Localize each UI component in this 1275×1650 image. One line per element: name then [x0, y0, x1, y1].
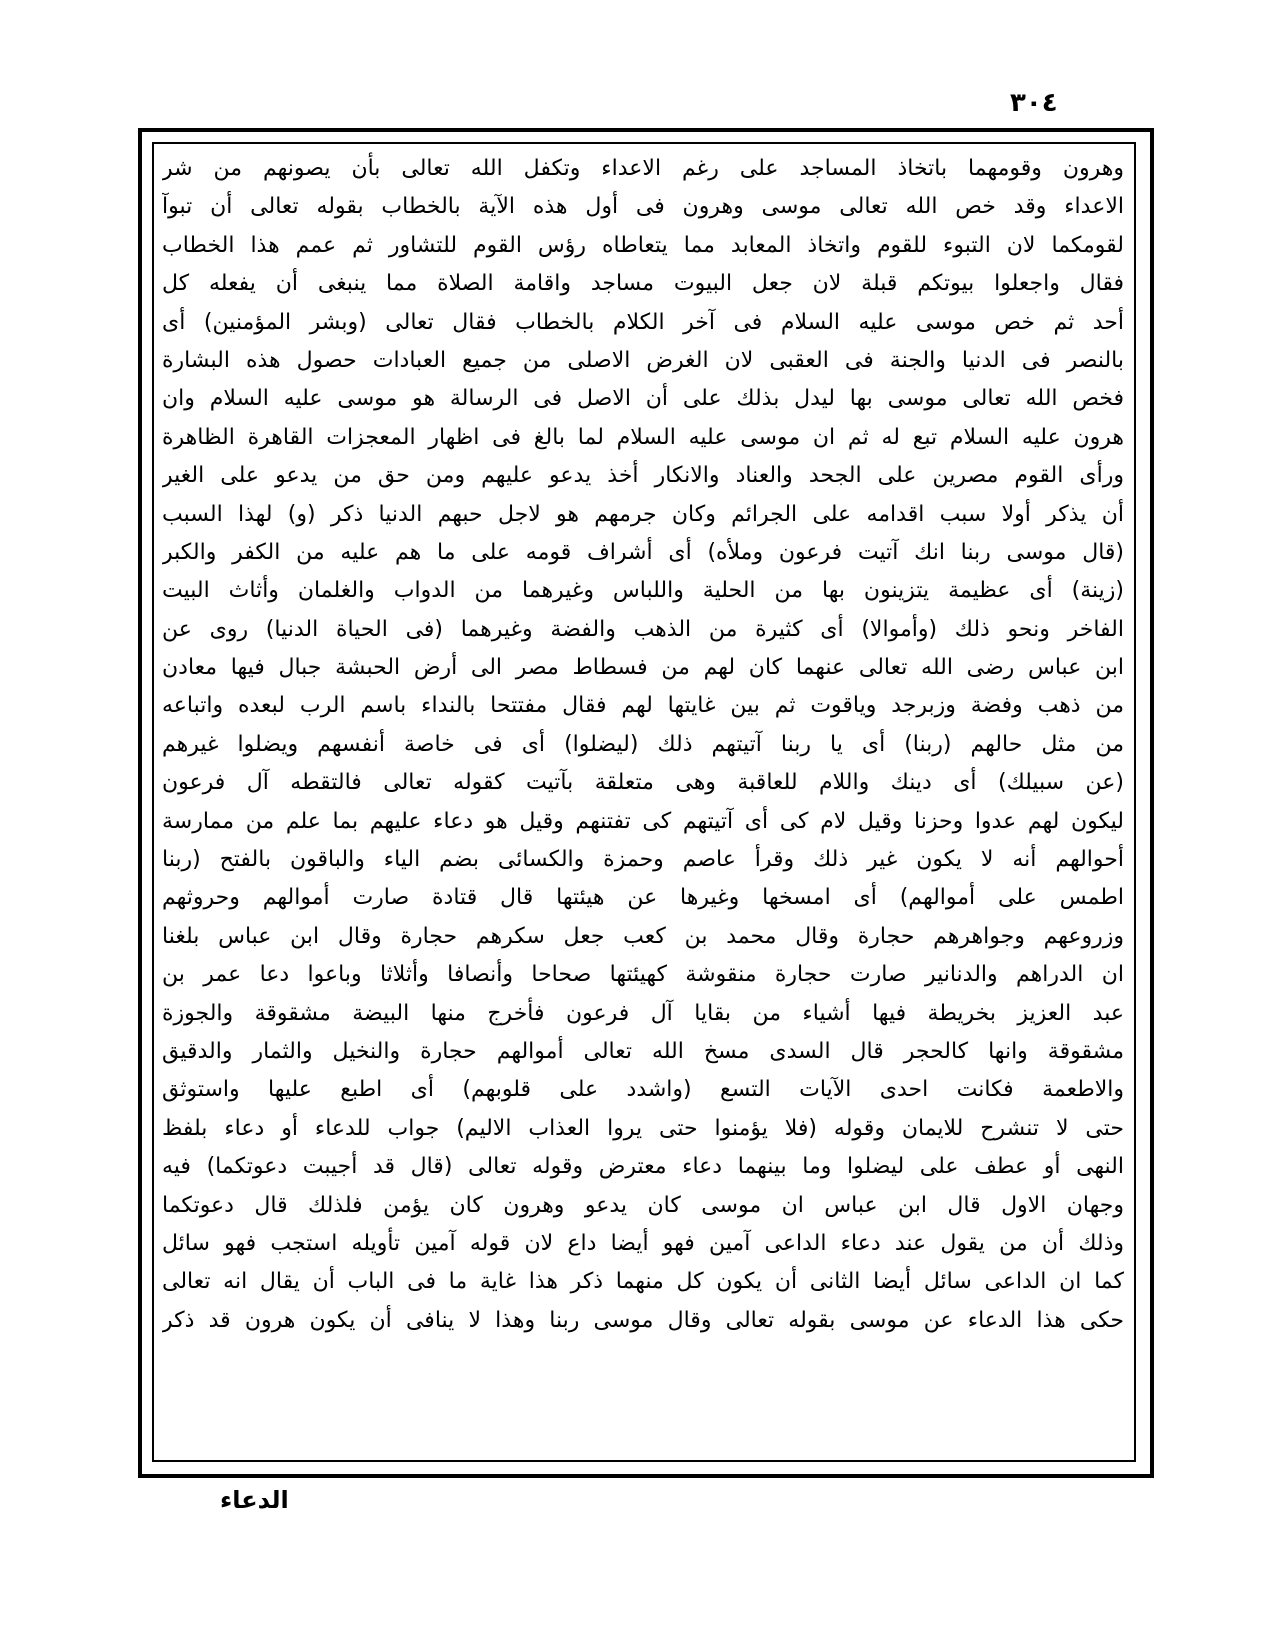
- text-line: وزروعهم وجواهرهم حجارة وقال محمد بن كعب جعل سكرهم حجارة وقال ابن عباس بلغنا: [162, 923, 1124, 949]
- text-line: عبد العزيز بخريطة فيها أشياء من بقايا آل فرعون فأخرج منها البيضة مشقوقة والجوزة: [162, 1000, 1124, 1026]
- text-line: من ذهب وفضة وزبرجد وياقوت ثم بين غايتها لهم فقال مفتتحا بالنداء باسم الرب لبعده واتباعه: [162, 693, 1124, 719]
- text-line: أن يذكر أولا سبب اقدامه على الجرائم وكان جرمهم هو لاجل حبهم الدنيا ذكر (و) لهذا السبب: [162, 501, 1124, 527]
- text-line: والاطعمة فكانت احدى الآيات التسع (واشدد على قلوبهم) أى اطبع عليها واستوثق: [162, 1077, 1124, 1103]
- text-line: حتى لا تنشرح للايمان وقوله (فلا يؤمنوا حتى يروا العذاب الاليم) جواب للدعاء أو دعاء بلفظ: [162, 1115, 1124, 1141]
- text-line: ورأى القوم مصرين على الجحد والعناد والانكار أخذ يدعو عليهم ومن حق من يدعو على الغير: [162, 463, 1124, 489]
- text-line: فقال واجعلوا بيوتكم قبلة لان جعل البيوت مساجد واقامة الصلاة مما ينبغى أن يفعله كل: [162, 271, 1124, 297]
- text-line: (قال موسى ربنا انك آتيت فرعون وملأه) أى أشراف قومه على ما هم عليه من الكفر والكبر: [162, 539, 1124, 565]
- text-line: مشقوقة وانها كالحجر قال السدى مسخ الله تعالى أموالهم حجارة والنخيل والثمار والدقيق: [162, 1038, 1124, 1064]
- text-line: ليكون لهم عدوا وحزنا وقيل لام كى أى آتيتهم كى تفتنهم وقيل هو دعاء عليهم بما علم من ممارسة: [162, 808, 1124, 834]
- text-line: النهى أو عطف على ليضلوا وما بينهما دعاء معترض وقوله تعالى (قال قد أجيبت دعوتكما) فيه: [162, 1154, 1124, 1180]
- text-line: (زينة) أى عظيمة يتزينون بها من الحلية واللباس وغيرهما من الدواب والغلمان وأثاث البيت: [162, 578, 1124, 604]
- text-line: الفاخر ونحو ذلك (وأموالا) أى كثيرة من الذهب والفضة وغيرهما (فى الحياة الدنيا) روى عن: [162, 616, 1124, 642]
- text-line: لقومكما لان التبوء للقوم واتخاذ المعابد مما يتعاطاه رؤس القوم للتشاور ثم عمم هذا الخطاب: [162, 232, 1124, 258]
- page-number: ٣٠٤: [1010, 88, 1058, 118]
- text-line: بالنصر فى الدنيا والجنة فى العقبى لان الغرض الاصلى من جميع العبادات حصول هذه البشارة: [162, 347, 1124, 373]
- text-line: أحوالهم أنه لا يكون غير ذلك وقرأ عاصم وحمزة والكسائى بضم الياء والباقون بالفتح (ربنا: [162, 847, 1124, 873]
- text-line: كما ان الداعى سائل أيضا الثانى أن يكون كل منهما ذكر هذا غاية ما فى الباب أن يقال انه تعالى: [162, 1269, 1124, 1295]
- text-line: (عن سبيلك) أى دينك واللام للعاقبة وهى متعلقة بآتيت كقوله تعالى فالتقطه آل فرعون: [162, 770, 1124, 796]
- text-line: ابن عباس رضى الله تعالى عنهما كان لهم من فسطاط مصر الى أرض الحبشة جبال فيها معادن: [162, 655, 1124, 681]
- catchword: الدعاء: [220, 1486, 289, 1514]
- text-line: وهرون وقومهما باتخاذ المساجد على رغم الاعداء وتكفل الله تعالى بأن يصونهم من شر: [162, 156, 1124, 181]
- text-line: وجهان الاول قال ابن عباس ان موسى كان يدعو وهرون كان يؤمن فلذلك قال دعوتكما: [162, 1192, 1124, 1218]
- text-line: فخص الله تعالى موسى بها ليدل بذلك على أن الاصل فى الرسالة هو موسى عليه السلام وان: [162, 386, 1124, 412]
- text-line: ان الدراهم والدنانير صارت حجارة منقوشة كهيئتها صحاحا وأنصافا وأثلاثا وباعوا دعا عمر بن: [162, 962, 1124, 988]
- text-line: هرون عليه السلام تبع له ثم ان موسى عليه السلام لما بالغ فى اظهار المعجزات القاهرة الظاهرة: [162, 424, 1124, 450]
- text-line: وذلك أن من يقول عند دعاء الداعى آمين فهو أيضا داع لان قوله آمين تأويله استجب فهو سائل: [162, 1230, 1124, 1256]
- text-line: حكى هذا الدعاء عن موسى بقوله تعالى وقال موسى ربنا وهذا لا ينافى أن يكون هرون قد ذكر: [162, 1307, 1124, 1333]
- text-line: من مثل حالهم (ربنا) أى يا ربنا آتيتهم ذلك (ليضلوا) أى فى خاصة أنفسهم ويضلوا غيرهم: [162, 731, 1124, 757]
- text-line: اطمس على أموالهم) أى امسخها وغيرها عن هيئتها قال قتادة صارت أموالهم وحروثهم: [162, 885, 1124, 911]
- text-body: [162, 150, 1124, 1450]
- text-line: الاعداء وقد خص الله تعالى موسى وهرون فى أول هذه الآية بالخطاب بقوله تعالى أن تبوآ: [162, 194, 1124, 220]
- text-line: أحد ثم خص موسى عليه السلام فى آخر الكلام بالخطاب فقال تعالى (وبشر المؤمنين) أى: [162, 309, 1124, 335]
